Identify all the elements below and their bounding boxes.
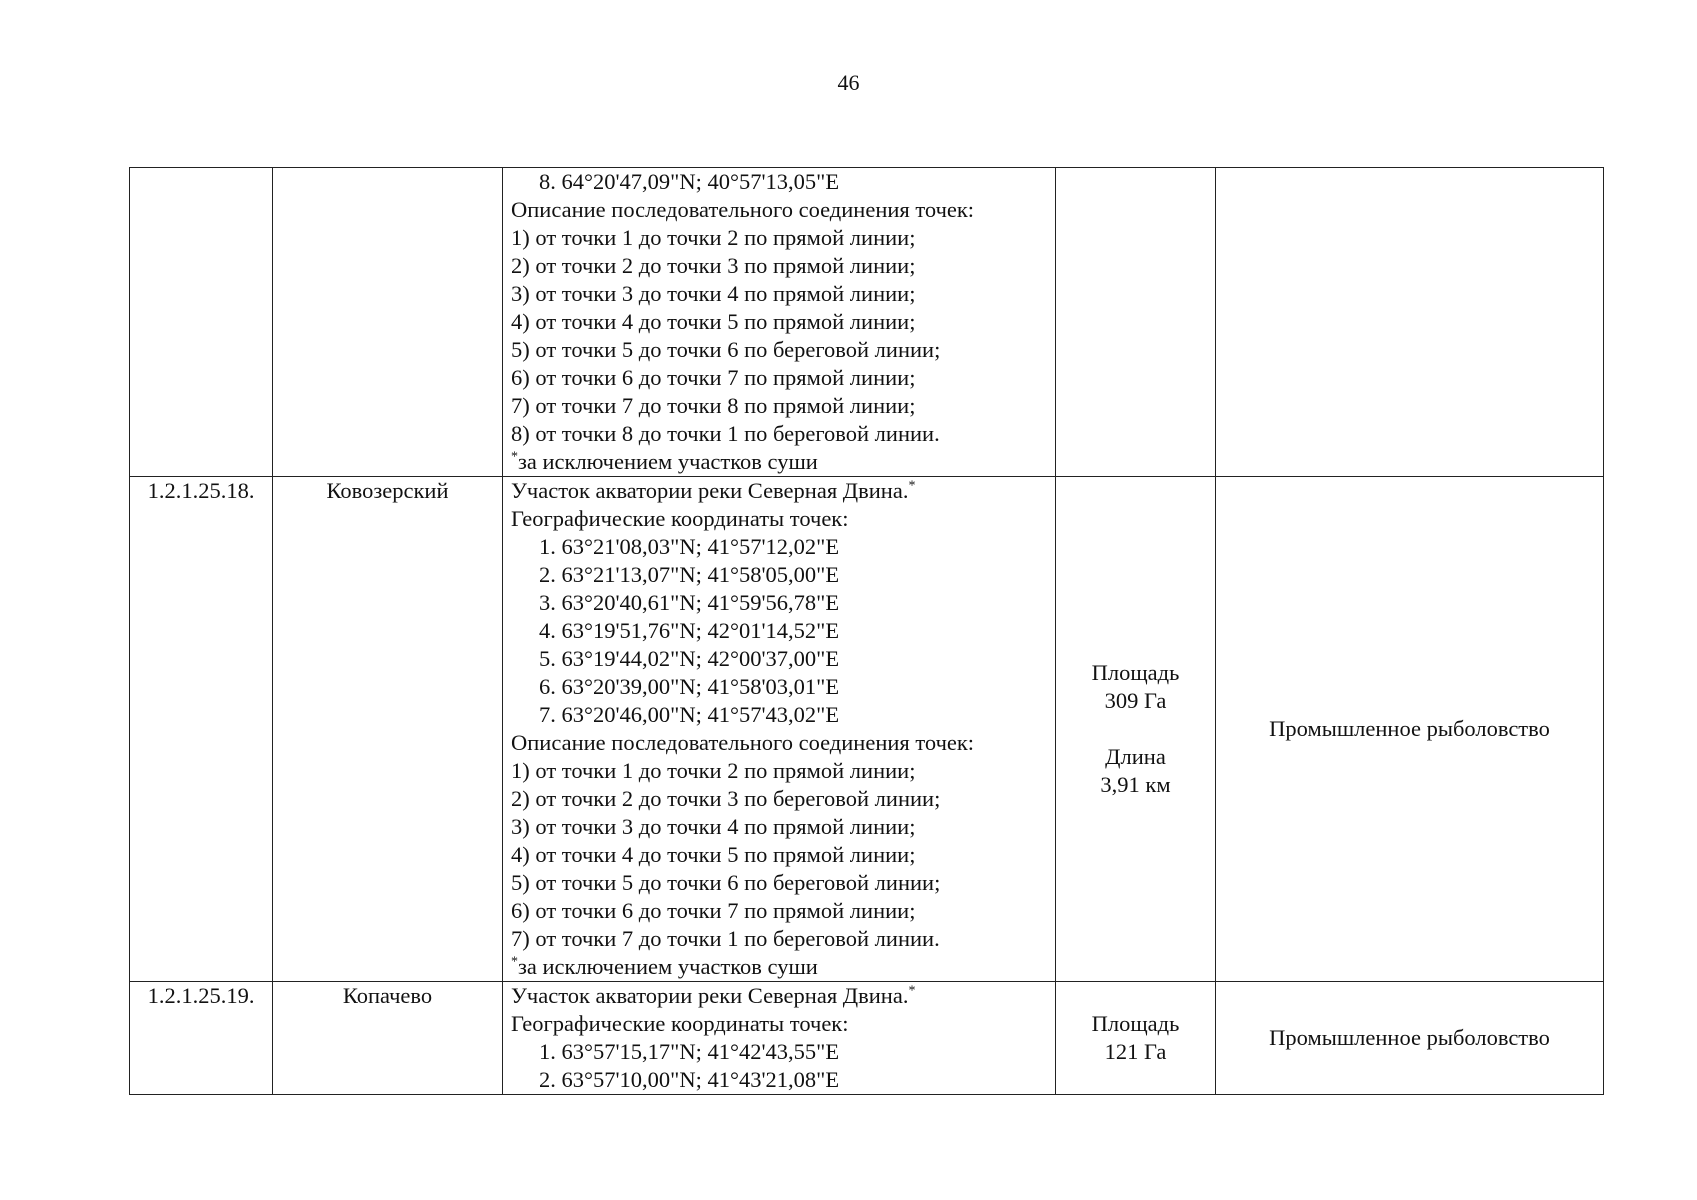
area-name-cell: Ковозерский [273, 477, 503, 982]
coordinate-point: 6. 63°20'39,00"N; 41°58'03,01"E [539, 674, 840, 699]
area-name-cell: Копачево [273, 982, 503, 1095]
fishing-areas-table [129, 167, 1604, 1095]
page-number: 46 [837, 70, 860, 95]
table-row [130, 477, 1604, 982]
area-size-cell [1056, 168, 1216, 477]
coordinates-heading: Географические координаты точек: [511, 506, 849, 531]
area-title: Участок акватории реки Северная Двина.* [511, 983, 916, 1008]
coordinate-point: 2. 63°21'13,07"N; 41°58'05,00"E [539, 562, 840, 587]
coordinates-heading: Географические координаты точек: [511, 1011, 849, 1036]
coordinate-point: 4. 63°19'51,76"N; 42°01'14,52"E [539, 618, 840, 643]
row-number-cell [130, 168, 273, 477]
connection-item: 7) от точки 7 до точки 1 по береговой линии. [511, 926, 940, 951]
connection-item: 5) от точки 5 до точки 6 по береговой линии; [511, 337, 941, 362]
purpose-cell: Промышленное рыболовство [1216, 982, 1604, 1095]
footnote-mark: * [511, 954, 518, 970]
area-value: 121 Га [1104, 1039, 1167, 1064]
land-exclusion-note: *за исключением участков суши [511, 449, 818, 474]
connection-item: 3) от точки 3 до точки 4 по прямой линии; [511, 814, 916, 839]
connections-heading: Описание последовательного соединения точек: [511, 730, 975, 755]
coordinate-point: 8. 64°20'47,09"N; 40°57'13,05"E [539, 169, 840, 194]
footnote-mark: * [908, 478, 916, 494]
connection-item: 2) от точки 2 до точки 3 по береговой линии; [511, 786, 941, 811]
footnote-mark: * [511, 449, 518, 465]
connection-item: 8) от точки 8 до точки 1 по береговой линии. [511, 421, 940, 446]
area-size-cell [1056, 982, 1216, 1095]
coordinate-point: 1. 63°21'08,03"N; 41°57'12,02"E [539, 534, 840, 559]
coordinate-point: 5. 63°19'44,02"N; 42°00'37,00"E [539, 646, 840, 671]
purpose-cell: Промышленное рыболовство [1216, 477, 1604, 982]
description-cell [503, 477, 1056, 982]
area-name-cell [273, 168, 503, 477]
area-label: Площадь [1091, 660, 1180, 685]
area-label: Площадь [1091, 1011, 1180, 1036]
connection-item: 2) от точки 2 до точки 3 по прямой линии; [511, 253, 916, 278]
connection-item: 3) от точки 3 до точки 4 по прямой линии; [511, 281, 916, 306]
length-value: 3,91 км [1100, 772, 1171, 797]
connection-item: 6) от точки 6 до точки 7 по прямой линии; [511, 365, 916, 390]
coordinate-point: 2. 63°57'10,00"N; 41°43'21,08"E [539, 1067, 840, 1092]
connections-heading: Описание последовательного соединения точек: [511, 197, 975, 222]
length-label: Длина [1105, 744, 1166, 769]
land-exclusion-note: *за исключением участков суши [511, 954, 818, 979]
footnote-mark: * [908, 983, 916, 999]
purpose-cell [1216, 168, 1604, 477]
row-number-cell: 1.2.1.25.18. [130, 477, 273, 982]
connection-item: 1) от точки 1 до точки 2 по прямой линии; [511, 758, 916, 783]
area-title: Участок акватории реки Северная Двина.* [511, 478, 916, 503]
area-value: 309 Га [1104, 688, 1167, 713]
connection-item: 4) от точки 4 до точки 5 по прямой линии; [511, 842, 916, 867]
coordinate-point: 1. 63°57'15,17"N; 41°42'43,55"E [539, 1039, 840, 1064]
table-row [130, 982, 1604, 1095]
connection-item: 7) от точки 7 до точки 8 по прямой линии; [511, 393, 916, 418]
area-size-cell [1056, 477, 1216, 982]
coordinate-point: 3. 63°20'40,61"N; 41°59'56,78"E [539, 590, 840, 615]
row-number-cell: 1.2.1.25.19. [130, 982, 273, 1095]
connection-item: 6) от точки 6 до точки 7 по прямой линии; [511, 898, 916, 923]
connection-item: 1) от точки 1 до точки 2 по прямой линии; [511, 225, 916, 250]
description-cell [503, 168, 1056, 477]
coordinate-point: 7. 63°20'46,00"N; 41°57'43,02"E [539, 702, 840, 727]
connection-item: 5) от точки 5 до точки 6 по береговой линии; [511, 870, 941, 895]
table-row [130, 168, 1604, 477]
connection-item: 4) от точки 4 до точки 5 по прямой линии; [511, 309, 916, 334]
description-cell [503, 982, 1056, 1095]
